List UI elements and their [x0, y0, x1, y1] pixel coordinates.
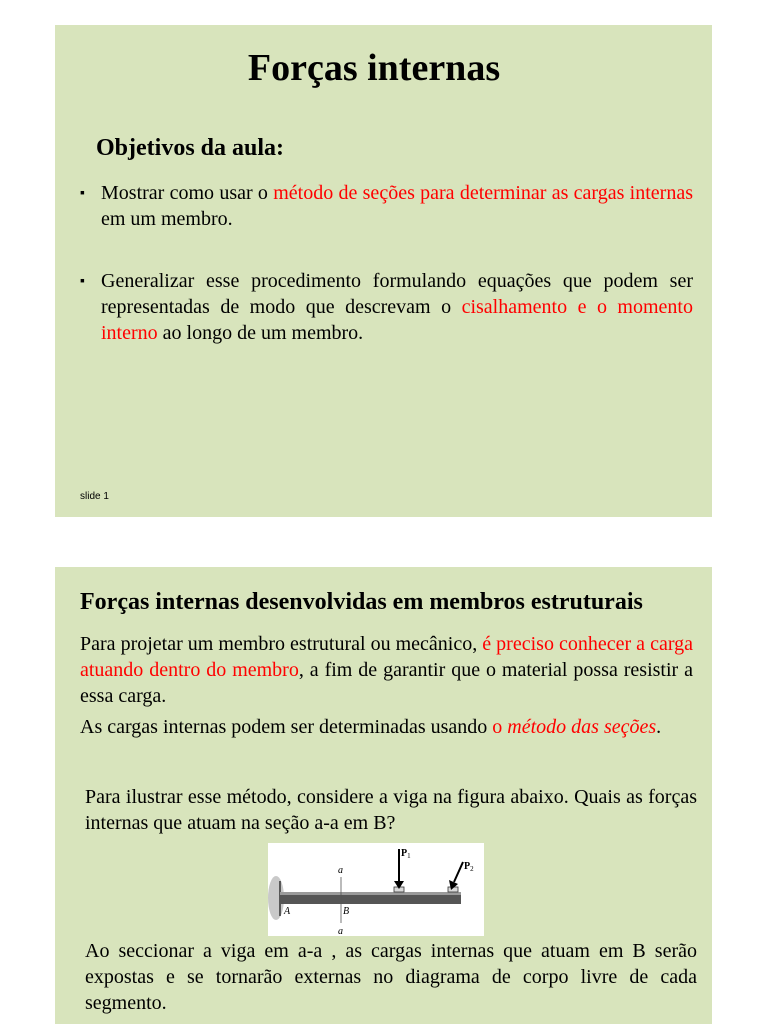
- bullet-1-text-highlight: método de seções para determinar as cargas internas: [273, 182, 693, 204]
- slide-number: slide 1: [80, 491, 109, 502]
- arrow-p2: [454, 862, 463, 882]
- paragraph-2-highlight: o: [492, 716, 508, 738]
- label-B: B: [343, 906, 350, 917]
- paragraph-4: Ao seccionar a viga em a-a , as cargas internas que atuam em B serão expostas e se tornarão externas no diagrama de corpo livre de cada segmento.: [85, 940, 697, 1014]
- bullet-2-text-pre: Generalizar esse procedimento formulando equações que podem ser representadas de modo que descrevam o: [101, 270, 693, 318]
- beam-top-edge: [280, 892, 461, 895]
- bullet-marker-1: ▪: [80, 186, 85, 201]
- bullet-1-text-post: em um membro.: [101, 208, 233, 230]
- paragraph-1-post: , a fim de garantir que o material possa resistir a essa carga.: [80, 659, 693, 707]
- paragraph-2-post: .: [656, 716, 662, 738]
- slide-2: [55, 567, 712, 1024]
- bullet-2-text-post: ao longo de um membro.: [157, 322, 364, 344]
- bullet-1-text-pre: Mostrar como usar o: [101, 182, 274, 204]
- objectives-heading: Objetivos da aula:: [96, 135, 285, 161]
- bullet-2-text: [101, 268, 693, 346]
- paragraph-2-pre: As cargas internas podem ser determinadas usando: [80, 716, 493, 738]
- bullet-marker-2: ▪: [80, 274, 85, 289]
- paragraph-1-highlight: é preciso conhecer a carga atuando dentro do membro: [80, 633, 693, 681]
- label-A: A: [284, 906, 291, 917]
- label-p2: $P_2$: [464, 861, 474, 873]
- paragraph-2-highlight-italic: método das seções: [507, 716, 657, 738]
- beam-figure: [268, 843, 484, 936]
- paragraph-1: [80, 631, 693, 709]
- slide-1-title: Forças internas: [247, 47, 501, 89]
- slide-1: [55, 25, 712, 517]
- paragraph-1-pre: Para projetar um membro estrutural ou mecânico,: [80, 633, 483, 655]
- slide-2-title: Forças internas desenvolvidas em membros estruturais: [80, 589, 643, 615]
- bullet-2-text-highlight: cisalhamento e o momento interno: [101, 296, 693, 344]
- beam-diagram: [268, 843, 484, 936]
- paragraph-2: [80, 714, 693, 740]
- paragraph-3: Para ilustrar esse método, considere a viga na figura abaixo. Quais as forças internas que atuam na seção a-a em B?: [85, 786, 697, 834]
- label-a-top: a: [338, 865, 343, 876]
- label-p1: $P_1$: [401, 848, 411, 860]
- bullet-1-text: [101, 180, 693, 232]
- label-a-bottom: a: [338, 926, 343, 936]
